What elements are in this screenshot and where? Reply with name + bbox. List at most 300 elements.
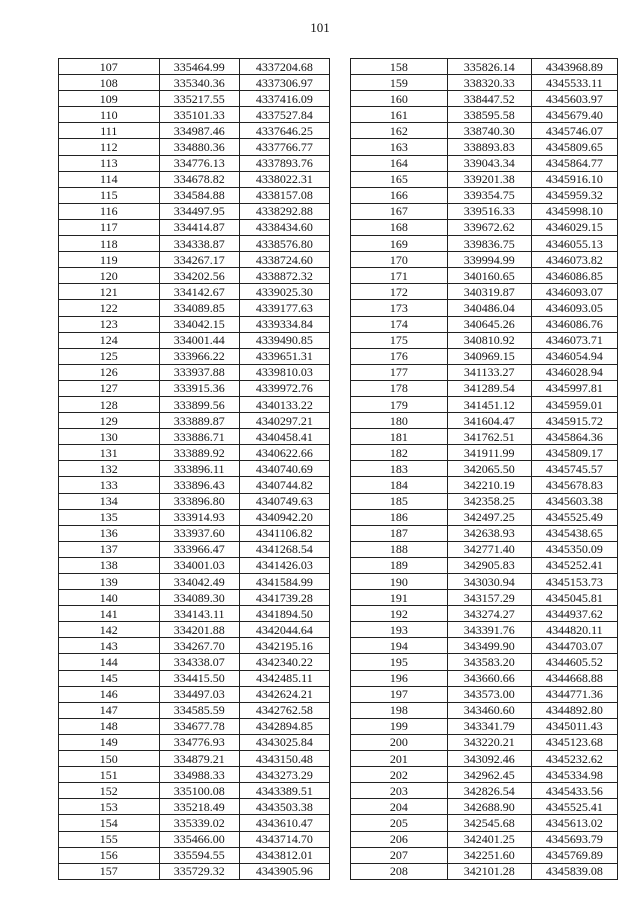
point-number-cell: 129 <box>59 413 160 429</box>
y-coordinate-cell: 4339972.76 <box>239 380 329 396</box>
y-coordinate-cell: 4346054.94 <box>531 348 617 364</box>
point-number-cell: 168 <box>351 219 448 235</box>
point-number-cell: 148 <box>59 718 160 734</box>
point-number-cell: 178 <box>351 380 448 396</box>
x-coordinate-cell: 338740.30 <box>447 123 531 139</box>
x-coordinate-cell: 342065.50 <box>447 461 531 477</box>
table-row <box>351 155 618 171</box>
x-coordinate-cell: 342771.40 <box>447 541 531 557</box>
y-coordinate-cell: 4344668.88 <box>531 670 617 686</box>
y-coordinate-cell: 4346028.94 <box>531 364 617 380</box>
table-row <box>351 123 618 139</box>
point-number-cell: 156 <box>59 847 160 863</box>
x-coordinate-cell: 333966.47 <box>159 541 239 557</box>
x-coordinate-cell: 342638.93 <box>447 525 531 541</box>
table-row <box>59 654 330 670</box>
x-coordinate-cell: 334988.33 <box>159 767 239 783</box>
coordinates-table-right <box>350 58 618 880</box>
table-row <box>59 638 330 654</box>
y-coordinate-cell: 4345603.38 <box>531 493 617 509</box>
y-coordinate-cell: 4338157.08 <box>239 187 329 203</box>
x-coordinate-cell: 339354.75 <box>447 187 531 203</box>
point-number-cell: 169 <box>351 236 448 252</box>
x-coordinate-cell: 335466.00 <box>159 831 239 847</box>
y-coordinate-cell: 4345123.68 <box>531 734 617 750</box>
y-coordinate-cell: 4344771.36 <box>531 686 617 702</box>
x-coordinate-cell: 340486.04 <box>447 300 531 316</box>
x-coordinate-cell: 340319.87 <box>447 284 531 300</box>
table-row <box>351 718 618 734</box>
y-coordinate-cell: 4345693.79 <box>531 831 617 847</box>
point-number-cell: 153 <box>59 799 160 815</box>
table-row <box>59 284 330 300</box>
table-row <box>59 316 330 332</box>
y-coordinate-cell: 4345011.43 <box>531 718 617 734</box>
point-number-cell: 117 <box>59 219 160 235</box>
x-coordinate-cell: 334987.46 <box>159 123 239 139</box>
table-row <box>351 541 618 557</box>
y-coordinate-cell: 4343150.48 <box>239 751 329 767</box>
y-coordinate-cell: 4345153.73 <box>531 574 617 590</box>
point-number-cell: 146 <box>59 686 160 702</box>
x-coordinate-cell: 334201.88 <box>159 622 239 638</box>
x-coordinate-cell: 335464.99 <box>159 59 239 75</box>
y-coordinate-cell: 4344820.11 <box>531 622 617 638</box>
point-number-cell: 116 <box>59 203 160 219</box>
table-row <box>351 477 618 493</box>
y-coordinate-cell: 4345252.41 <box>531 557 617 573</box>
point-number-cell: 204 <box>351 799 448 815</box>
x-coordinate-cell: 333889.92 <box>159 445 239 461</box>
x-coordinate-cell: 334776.13 <box>159 155 239 171</box>
point-number-cell: 112 <box>59 139 160 155</box>
table-row <box>351 236 618 252</box>
x-coordinate-cell: 333896.80 <box>159 493 239 509</box>
point-number-cell: 164 <box>351 155 448 171</box>
x-coordinate-cell: 335339.02 <box>159 815 239 831</box>
x-coordinate-cell: 340810.92 <box>447 332 531 348</box>
table-row <box>59 670 330 686</box>
point-number-cell: 135 <box>59 509 160 525</box>
x-coordinate-cell: 335101.33 <box>159 107 239 123</box>
table-row <box>351 557 618 573</box>
table-row <box>351 751 618 767</box>
x-coordinate-cell: 341289.54 <box>447 380 531 396</box>
table-row <box>59 236 330 252</box>
table-row <box>59 461 330 477</box>
x-coordinate-cell: 333896.43 <box>159 477 239 493</box>
point-number-cell: 175 <box>351 332 448 348</box>
x-coordinate-cell: 342210.19 <box>447 477 531 493</box>
point-number-cell: 160 <box>351 91 448 107</box>
x-coordinate-cell: 343220.21 <box>447 734 531 750</box>
table-row <box>59 815 330 831</box>
x-coordinate-cell: 334001.03 <box>159 557 239 573</box>
x-coordinate-cell: 342101.28 <box>447 863 531 879</box>
point-number-cell: 128 <box>59 396 160 412</box>
point-number-cell: 120 <box>59 268 160 284</box>
table-row <box>351 380 618 396</box>
point-number-cell: 185 <box>351 493 448 509</box>
point-number-cell: 131 <box>59 445 160 461</box>
x-coordinate-cell: 334497.03 <box>159 686 239 702</box>
x-coordinate-cell: 342358.25 <box>447 493 531 509</box>
point-number-cell: 202 <box>351 767 448 783</box>
table-row <box>59 751 330 767</box>
x-coordinate-cell: 334497.95 <box>159 203 239 219</box>
x-coordinate-cell: 333886.71 <box>159 429 239 445</box>
y-coordinate-cell: 4345959.32 <box>531 187 617 203</box>
table-row <box>351 606 618 622</box>
y-coordinate-cell: 4345525.49 <box>531 509 617 525</box>
table-row <box>59 300 330 316</box>
y-coordinate-cell: 4345809.65 <box>531 139 617 155</box>
y-coordinate-cell: 4340744.82 <box>239 477 329 493</box>
point-number-cell: 199 <box>351 718 448 734</box>
x-coordinate-cell: 334142.67 <box>159 284 239 300</box>
y-coordinate-cell: 4346093.05 <box>531 300 617 316</box>
x-coordinate-cell: 334338.87 <box>159 236 239 252</box>
point-number-cell: 189 <box>351 557 448 573</box>
table-row <box>351 783 618 799</box>
table-row <box>351 638 618 654</box>
y-coordinate-cell: 4343905.96 <box>239 863 329 879</box>
y-coordinate-cell: 4345745.57 <box>531 461 617 477</box>
point-number-cell: 157 <box>59 863 160 879</box>
point-number-cell: 158 <box>351 59 448 75</box>
table-row <box>59 686 330 702</box>
point-number-cell: 176 <box>351 348 448 364</box>
point-number-cell: 109 <box>59 91 160 107</box>
table-row <box>351 574 618 590</box>
x-coordinate-cell: 342401.25 <box>447 831 531 847</box>
y-coordinate-cell: 4344703.07 <box>531 638 617 654</box>
point-number-cell: 113 <box>59 155 160 171</box>
y-coordinate-cell: 4338724.60 <box>239 252 329 268</box>
table-row <box>59 139 330 155</box>
x-coordinate-cell: 335218.49 <box>159 799 239 815</box>
table-body <box>351 59 618 880</box>
y-coordinate-cell: 4341894.50 <box>239 606 329 622</box>
table-row <box>351 686 618 702</box>
y-coordinate-cell: 4339025.30 <box>239 284 329 300</box>
table-row <box>351 863 618 879</box>
table-row <box>59 332 330 348</box>
y-coordinate-cell: 4341426.03 <box>239 557 329 573</box>
x-coordinate-cell: 334042.15 <box>159 316 239 332</box>
table-row <box>59 493 330 509</box>
y-coordinate-cell: 4341106.82 <box>239 525 329 541</box>
table-row <box>351 445 618 461</box>
table-row <box>59 59 330 75</box>
x-coordinate-cell: 342688.90 <box>447 799 531 815</box>
point-number-cell: 166 <box>351 187 448 203</box>
point-number-cell: 119 <box>59 252 160 268</box>
x-coordinate-cell: 341911.99 <box>447 445 531 461</box>
table-row <box>59 429 330 445</box>
x-coordinate-cell: 334415.50 <box>159 670 239 686</box>
y-coordinate-cell: 4346086.76 <box>531 316 617 332</box>
point-number-cell: 154 <box>59 815 160 831</box>
x-coordinate-cell: 334089.85 <box>159 300 239 316</box>
y-coordinate-cell: 4339810.03 <box>239 364 329 380</box>
point-number-cell: 162 <box>351 123 448 139</box>
point-number-cell: 174 <box>351 316 448 332</box>
table-row <box>59 734 330 750</box>
x-coordinate-cell: 338595.58 <box>447 107 531 123</box>
table-row <box>59 847 330 863</box>
point-number-cell: 130 <box>59 429 160 445</box>
y-coordinate-cell: 4340133.22 <box>239 396 329 412</box>
table-row <box>59 525 330 541</box>
table-row <box>59 767 330 783</box>
table-row <box>59 622 330 638</box>
point-number-cell: 191 <box>351 590 448 606</box>
point-number-cell: 121 <box>59 284 160 300</box>
x-coordinate-cell: 341451.12 <box>447 396 531 412</box>
table-row <box>351 75 618 91</box>
table-row <box>351 509 618 525</box>
point-number-cell: 182 <box>351 445 448 461</box>
point-number-cell: 133 <box>59 477 160 493</box>
y-coordinate-cell: 4339334.84 <box>239 316 329 332</box>
table-row <box>59 783 330 799</box>
y-coordinate-cell: 4337766.77 <box>239 139 329 155</box>
x-coordinate-cell: 342545.68 <box>447 815 531 831</box>
point-number-cell: 142 <box>59 622 160 638</box>
table-row <box>59 348 330 364</box>
point-number-cell: 196 <box>351 670 448 686</box>
x-coordinate-cell: 343499.90 <box>447 638 531 654</box>
y-coordinate-cell: 4342340.22 <box>239 654 329 670</box>
y-coordinate-cell: 4338434.60 <box>239 219 329 235</box>
point-number-cell: 143 <box>59 638 160 654</box>
point-number-cell: 151 <box>59 767 160 783</box>
y-coordinate-cell: 4341268.54 <box>239 541 329 557</box>
point-number-cell: 127 <box>59 380 160 396</box>
point-number-cell: 206 <box>351 831 448 847</box>
x-coordinate-cell: 333966.22 <box>159 348 239 364</box>
x-coordinate-cell: 335340.36 <box>159 75 239 91</box>
x-coordinate-cell: 335729.32 <box>159 863 239 879</box>
y-coordinate-cell: 4345613.02 <box>531 815 617 831</box>
point-number-cell: 136 <box>59 525 160 541</box>
point-number-cell: 201 <box>351 751 448 767</box>
y-coordinate-cell: 4337204.68 <box>239 59 329 75</box>
table-row <box>351 525 618 541</box>
table-row <box>351 364 618 380</box>
y-coordinate-cell: 4346029.15 <box>531 219 617 235</box>
x-coordinate-cell: 333937.60 <box>159 525 239 541</box>
point-number-cell: 192 <box>351 606 448 622</box>
table-row <box>59 380 330 396</box>
point-number-cell: 200 <box>351 734 448 750</box>
table-row <box>351 91 618 107</box>
table-row <box>59 509 330 525</box>
point-number-cell: 163 <box>351 139 448 155</box>
table-row <box>59 445 330 461</box>
point-number-cell: 161 <box>351 107 448 123</box>
y-coordinate-cell: 4345678.83 <box>531 477 617 493</box>
y-coordinate-cell: 4341739.28 <box>239 590 329 606</box>
y-coordinate-cell: 4340942.20 <box>239 509 329 525</box>
y-coordinate-cell: 4343610.47 <box>239 815 329 831</box>
y-coordinate-cell: 4342195.16 <box>239 638 329 654</box>
x-coordinate-cell: 334267.70 <box>159 638 239 654</box>
table-row <box>59 574 330 590</box>
y-coordinate-cell: 4338292.88 <box>239 203 329 219</box>
y-coordinate-cell: 4346055.13 <box>531 236 617 252</box>
point-number-cell: 141 <box>59 606 160 622</box>
point-number-cell: 144 <box>59 654 160 670</box>
table-row <box>351 139 618 155</box>
point-number-cell: 110 <box>59 107 160 123</box>
y-coordinate-cell: 4345433.56 <box>531 783 617 799</box>
x-coordinate-cell: 335594.55 <box>159 847 239 863</box>
point-number-cell: 187 <box>351 525 448 541</box>
point-number-cell: 180 <box>351 413 448 429</box>
y-coordinate-cell: 4338576.80 <box>239 236 329 252</box>
y-coordinate-cell: 4346073.71 <box>531 332 617 348</box>
x-coordinate-cell: 343583.20 <box>447 654 531 670</box>
y-coordinate-cell: 4340740.69 <box>239 461 329 477</box>
table-row <box>59 396 330 412</box>
x-coordinate-cell: 334880.36 <box>159 139 239 155</box>
x-coordinate-cell: 342962.45 <box>447 767 531 783</box>
x-coordinate-cell: 333914.93 <box>159 509 239 525</box>
x-coordinate-cell: 338320.33 <box>447 75 531 91</box>
table-row <box>351 348 618 364</box>
x-coordinate-cell: 335217.55 <box>159 91 239 107</box>
point-number-cell: 203 <box>351 783 448 799</box>
point-number-cell: 132 <box>59 461 160 477</box>
table-row <box>351 670 618 686</box>
point-number-cell: 138 <box>59 557 160 573</box>
x-coordinate-cell: 334001.44 <box>159 332 239 348</box>
table-row <box>59 364 330 380</box>
x-coordinate-cell: 343460.60 <box>447 702 531 718</box>
x-coordinate-cell: 339516.33 <box>447 203 531 219</box>
x-coordinate-cell: 340969.15 <box>447 348 531 364</box>
x-coordinate-cell: 339672.62 <box>447 219 531 235</box>
x-coordinate-cell: 341604.47 <box>447 413 531 429</box>
y-coordinate-cell: 4340622.66 <box>239 445 329 461</box>
x-coordinate-cell: 343030.94 <box>447 574 531 590</box>
x-coordinate-cell: 343573.00 <box>447 686 531 702</box>
point-number-cell: 195 <box>351 654 448 670</box>
x-coordinate-cell: 343660.66 <box>447 670 531 686</box>
table-row <box>351 702 618 718</box>
x-coordinate-cell: 339836.75 <box>447 236 531 252</box>
point-number-cell: 134 <box>59 493 160 509</box>
x-coordinate-cell: 342251.60 <box>447 847 531 863</box>
table-row <box>351 734 618 750</box>
point-number-cell: 188 <box>351 541 448 557</box>
y-coordinate-cell: 4344892.80 <box>531 702 617 718</box>
table-row <box>351 219 618 235</box>
x-coordinate-cell: 338447.52 <box>447 91 531 107</box>
x-coordinate-cell: 334677.78 <box>159 718 239 734</box>
table-row <box>59 107 330 123</box>
y-coordinate-cell: 4345997.81 <box>531 380 617 396</box>
point-number-cell: 122 <box>59 300 160 316</box>
table-row <box>351 493 618 509</box>
x-coordinate-cell: 335826.14 <box>447 59 531 75</box>
x-coordinate-cell: 333896.11 <box>159 461 239 477</box>
table-row <box>59 557 330 573</box>
point-number-cell: 198 <box>351 702 448 718</box>
x-coordinate-cell: 339994.99 <box>447 252 531 268</box>
y-coordinate-cell: 4338022.31 <box>239 171 329 187</box>
x-coordinate-cell: 334414.87 <box>159 219 239 235</box>
x-coordinate-cell: 340645.26 <box>447 316 531 332</box>
y-coordinate-cell: 4343503.38 <box>239 799 329 815</box>
point-number-cell: 179 <box>351 396 448 412</box>
point-number-cell: 150 <box>59 751 160 767</box>
x-coordinate-cell: 334585.59 <box>159 702 239 718</box>
point-number-cell: 186 <box>351 509 448 525</box>
point-number-cell: 140 <box>59 590 160 606</box>
y-coordinate-cell: 4345998.10 <box>531 203 617 219</box>
y-coordinate-cell: 4342485.11 <box>239 670 329 686</box>
y-coordinate-cell: 4343714.70 <box>239 831 329 847</box>
x-coordinate-cell: 335100.08 <box>159 783 239 799</box>
point-number-cell: 147 <box>59 702 160 718</box>
table-row <box>351 654 618 670</box>
point-number-cell: 207 <box>351 847 448 863</box>
x-coordinate-cell: 334338.07 <box>159 654 239 670</box>
y-coordinate-cell: 4344605.52 <box>531 654 617 670</box>
x-coordinate-cell: 334678.82 <box>159 171 239 187</box>
x-coordinate-cell: 334089.30 <box>159 590 239 606</box>
point-number-cell: 111 <box>59 123 160 139</box>
y-coordinate-cell: 4345809.17 <box>531 445 617 461</box>
point-number-cell: 208 <box>351 863 448 879</box>
y-coordinate-cell: 4339651.31 <box>239 348 329 364</box>
table-row <box>351 590 618 606</box>
table-row <box>351 187 618 203</box>
point-number-cell: 183 <box>351 461 448 477</box>
table-row <box>351 622 618 638</box>
table-row <box>59 219 330 235</box>
x-coordinate-cell: 342905.83 <box>447 557 531 573</box>
point-number-cell: 194 <box>351 638 448 654</box>
y-coordinate-cell: 4343389.51 <box>239 783 329 799</box>
point-number-cell: 170 <box>351 252 448 268</box>
table-row <box>351 268 618 284</box>
y-coordinate-cell: 4341584.99 <box>239 574 329 590</box>
x-coordinate-cell: 343274.27 <box>447 606 531 622</box>
table-row <box>59 123 330 139</box>
point-number-cell: 173 <box>351 300 448 316</box>
table-row <box>351 107 618 123</box>
y-coordinate-cell: 4338872.32 <box>239 268 329 284</box>
x-coordinate-cell: 334776.93 <box>159 734 239 750</box>
point-number-cell: 123 <box>59 316 160 332</box>
point-number-cell: 155 <box>59 831 160 847</box>
y-coordinate-cell: 4346073.82 <box>531 252 617 268</box>
table-row <box>351 396 618 412</box>
y-coordinate-cell: 4345525.41 <box>531 799 617 815</box>
table-row <box>351 316 618 332</box>
table-row <box>351 847 618 863</box>
table-row <box>351 429 618 445</box>
table-row <box>351 461 618 477</box>
x-coordinate-cell: 339043.34 <box>447 155 531 171</box>
point-number-cell: 159 <box>351 75 448 91</box>
y-coordinate-cell: 4345603.97 <box>531 91 617 107</box>
y-coordinate-cell: 4345959.01 <box>531 396 617 412</box>
